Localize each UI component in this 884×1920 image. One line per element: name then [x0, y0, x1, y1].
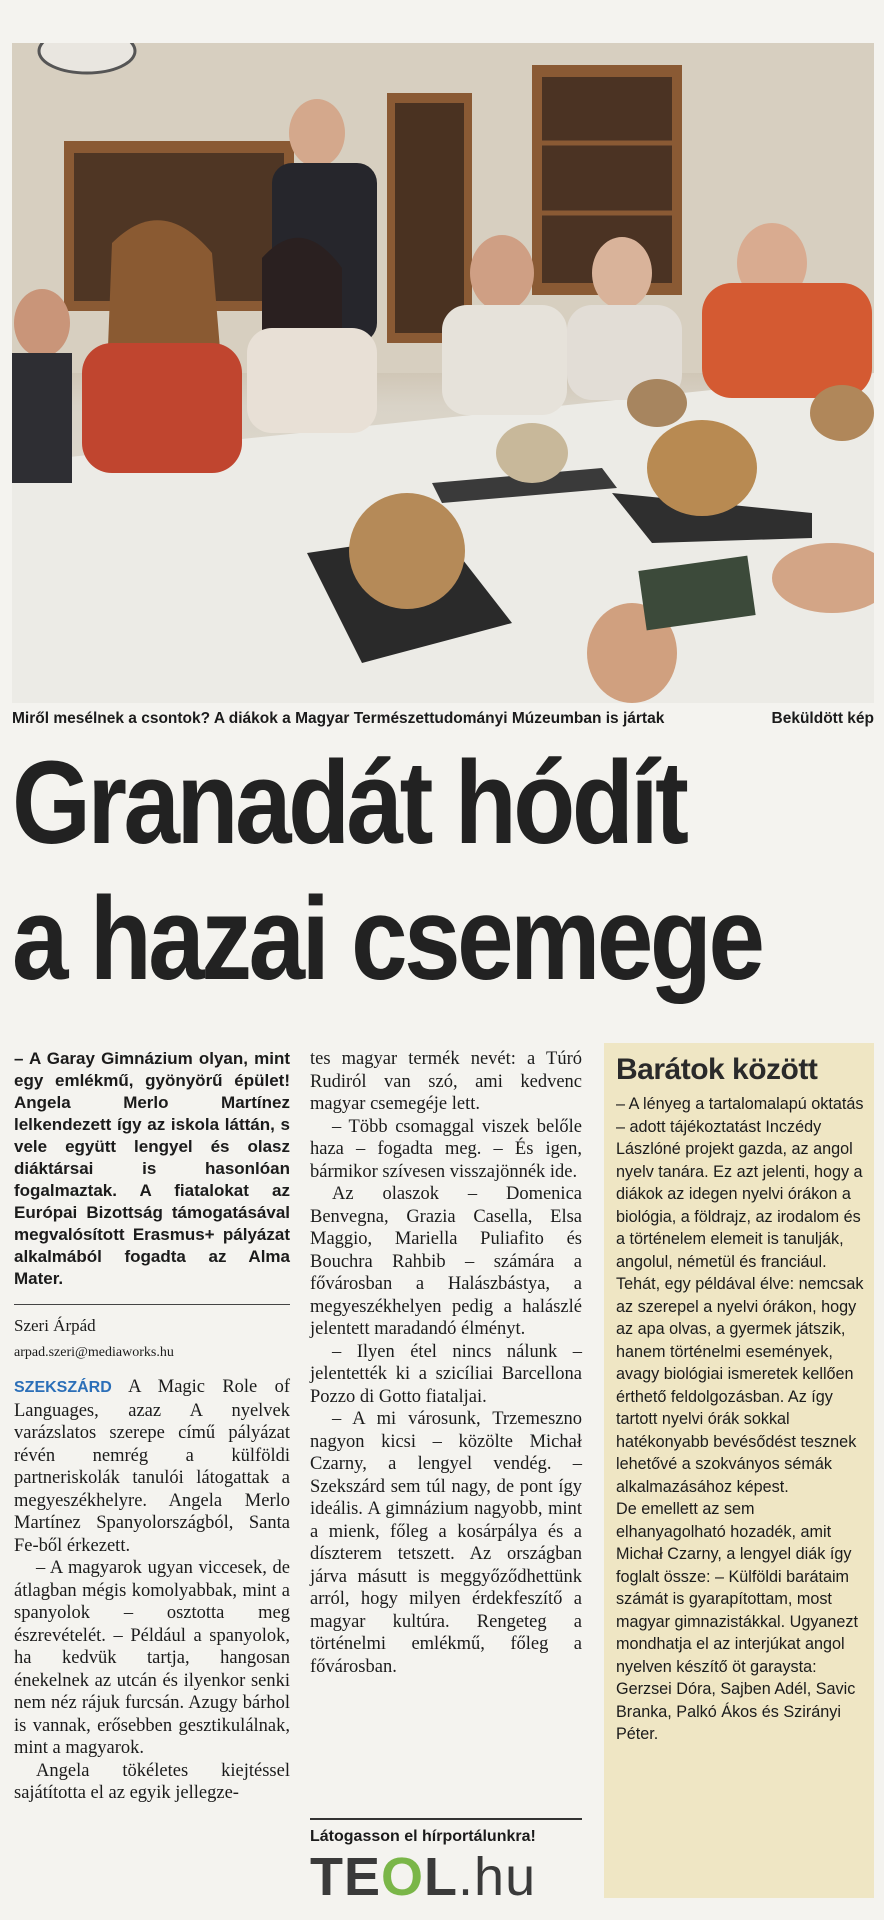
promo-visit-text: Látogasson el hírportálunkra!	[310, 1818, 582, 1846]
sidebar-title: Barátok között	[616, 1053, 818, 1086]
portal-promo	[310, 1818, 582, 1846]
divider	[14, 1304, 290, 1305]
sidebar-paragraph: De emellett az sem elhanyagolható hozadék, amit Michał Czarny, a lengyel diák így foglalt össze: – Külföldi barátaim számát is gyarapítottam, most magyar gimnazistákkal. Ugyanezt mondhatja el az interjúkat angol nyelven készítő öt garaysta: Gerzsei Dóra, Sajben Adél, Savic Branka, Palkó Ákos és Szirányi Péter.	[616, 1500, 859, 1743]
caption-text: Miről mesélnek a csontok? A diákok a Magyar Természettudományi Múzeumban is jártak	[12, 710, 665, 727]
teol-logo[interactable]: TEOL.hu	[310, 1847, 537, 1907]
article-column-2	[310, 1048, 582, 1678]
article-paragraph: Az olaszok – Domenica Benvegna, Grazia Casella, Elsa Maggio, Mariella Puliafito és Bouchra Rahbib – számára a fővárosban a Halászbástya, a megyeszékhelyen pedig a halászlé jelentett maradandó élményt.	[310, 1184, 582, 1339]
classroom-photo-icon	[12, 43, 874, 703]
article-column-1	[14, 1048, 290, 1805]
article-photo	[12, 43, 874, 703]
headline	[12, 735, 882, 1007]
article-paragraph: – Több csomaggal viszek belőle haza – fogadta meg. – És igen, bármikor szívesen visszajönnék ide.	[310, 1116, 582, 1182]
article-paragraph: – A magyarok ugyan viccesek, de átlagban mégis komolyabbak, mint a spanyolok – osztotta meg észrevételét. – Például a spanyolok, ha kedvük tartja, hangosan énekelnek az utcán és ilyenkor senki nem néz rájuk furcsán. Azugy bárhol is vannak, erősebben gesztikulálnak, mint a magyarok.	[14, 1558, 290, 1758]
photo-credit: Beküldött kép	[771, 710, 874, 727]
article-paragraph: SZEKSZÁRD A Magic Role of Languages, azaz A nyelvek varázslatos szerepe című pályázat révén nemrég a külföldi partneriskolák tanulói látogattak a megyeszékhelyre. Angela Merlo Martínez Spanyolországból, Santa Fe-ből érkezett.	[14, 1377, 290, 1556]
dateline-city: SZEKSZÁRD	[14, 1379, 112, 1396]
headline-line-2: a hazai csemege	[12, 873, 762, 1005]
article-lead: – A Garay Gimnázium olyan, mint egy emlékmű, gyönyörű épület! Angela Merlo Martínez lelkendezett így az iskola láttán, s vele együtt lengyel és olasz diáktársai is hasonlóan fogalmaztak. A fiatalokat az Európai Bizottság támogatásával megvalósított Erasmus+ pályázat alkalmából fogadta az Alma Mater.	[14, 1049, 290, 1288]
sidebar-paragraph: – A lényeg a tartalomalapú oktatás – adott tájékoztatást Inczédy Lászlóné projekt gazda, az angol nyelv tanára. Ez azt jelenti, hogy a diákok az idegen nyelvi órákon a biológia, a földrajz, az irodalom és a történelem elemeit is tanulják, angolul, németül és franciául. Tehát, egy példával élve: nemcsak az szerepel a nyelvi órákon, hogy az apa olvas, a gyermek játszik, hanem történelmi események, avagy biológiai ismeretek kellően érthető feldolgozásban. Az így tartott nyelvi órák sokkal hatékonyabb bevésődést tesznek lehetővé a szokványos sémák alkalmazásához képest.	[616, 1095, 864, 1496]
author-name: Szeri Árpád	[14, 1316, 96, 1335]
author-email: arpad.szeri@mediaworks.hu	[14, 1344, 174, 1360]
article-paragraph: – A mi városunk, Trzemeszno nagyon kicsi – közölte Michał Czarny, a lengyel vendég. – Szekszárd sem túl nagy, de pont így ideális. A gimnázium nagyobb, mint a mienk, főleg a kosárpálya és a díszterem tetszett. Az országban járva másutt is meggyőződhettünk arról, hogy milyen érdekfeszítő a magyar kultúra. Rengeteg a történelmi emlékmű, főleg a fővárosban.	[310, 1409, 582, 1677]
article-paragraph: tes magyar termék nevét: a Túró Rudiról van szó, ami kedvenc magyar csemegéje lett.	[310, 1049, 582, 1114]
sidebar-box	[604, 1043, 874, 1898]
headline-line-1: Granadát hódít	[12, 737, 686, 869]
photo-caption	[12, 708, 874, 730]
article-paragraph: – Ilyen étel nincs nálunk – jelentették ki a szicíliai Barcellona Pozzo di Gotto fiataljai.	[310, 1341, 582, 1407]
article-paragraph: Angela tökéletes kiejtéssel sajátította el az egyik jellegze-	[14, 1760, 290, 1803]
